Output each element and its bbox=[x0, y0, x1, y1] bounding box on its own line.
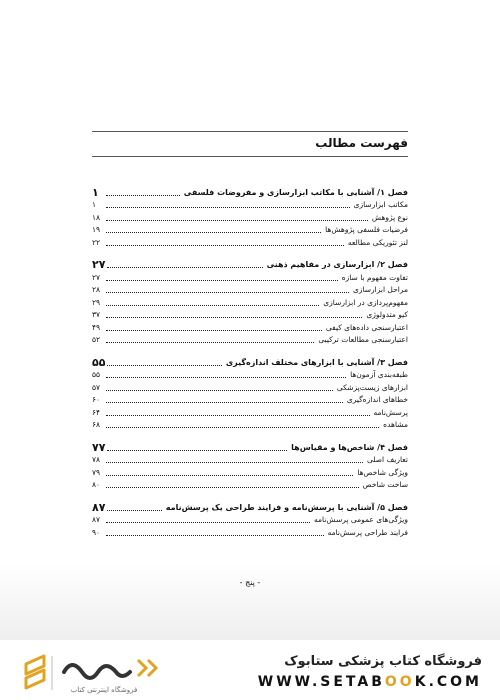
entry-title: ویژگی‌های عمومی پرسش‌نامه bbox=[314, 515, 408, 524]
leader-dots bbox=[106, 402, 343, 403]
toc-entry[interactable] bbox=[92, 334, 408, 347]
toc-entry[interactable] bbox=[92, 514, 408, 527]
toc-entry[interactable] bbox=[92, 321, 408, 334]
chapter-title: فصل ۱/ آشنایی با مکاتب ابزارسازی و مفروضات فلسفی bbox=[183, 187, 408, 197]
leader-dots bbox=[106, 415, 370, 416]
entry-title: تفاوت مفهوم با سازه bbox=[341, 272, 408, 282]
page-number: - پنج - bbox=[239, 578, 261, 587]
chapter-heading[interactable] bbox=[92, 441, 408, 454]
toc-entry[interactable] bbox=[92, 479, 408, 492]
entry-title: ساخت شاخص bbox=[362, 480, 408, 489]
chapter-block bbox=[92, 356, 408, 431]
entry-page: ۶۴ bbox=[92, 407, 101, 417]
store-url bbox=[258, 674, 482, 690]
toc-entry[interactable] bbox=[92, 419, 408, 432]
toc-entry[interactable] bbox=[92, 369, 408, 382]
chapter-block bbox=[92, 259, 408, 347]
entry-page: ۲۷ bbox=[92, 272, 101, 282]
toc-entry[interactable] bbox=[92, 284, 408, 297]
entry-title: اعتبارسنجی مطالعات ترکیبی bbox=[318, 335, 408, 344]
entry-title: کیو متدولوژی bbox=[366, 310, 408, 319]
entry-page: ۱ bbox=[92, 200, 97, 209]
leader-dots bbox=[106, 317, 362, 318]
leader-dots bbox=[106, 232, 321, 233]
entry-page: ۳۷ bbox=[92, 310, 101, 319]
entry-page: ۵۲ bbox=[92, 335, 101, 344]
leader-dots bbox=[106, 195, 180, 196]
entry-page: ۹۰ bbox=[92, 527, 101, 537]
store-url-part-1: WWW.SETAB bbox=[257, 674, 385, 690]
leader-dots bbox=[106, 427, 379, 428]
entry-title: مکاتب ابزارسازی bbox=[353, 200, 408, 209]
entry-page: ۶۰ bbox=[92, 395, 101, 404]
chapter-page: ۷۷ bbox=[92, 440, 106, 454]
toc-title: فهرست مطالب bbox=[315, 136, 408, 150]
entry-page: ۵۷ bbox=[92, 382, 101, 392]
entry-page: ۱۸ bbox=[92, 212, 101, 222]
toc-entry[interactable] bbox=[92, 454, 408, 467]
chapter-title: فصل ۴/ شاخص‌ها و مقیاس‌ها bbox=[291, 442, 408, 452]
entry-page: ۶۸ bbox=[92, 420, 101, 429]
chapter-heading[interactable] bbox=[92, 356, 408, 369]
entry-page: ۷۸ bbox=[92, 455, 101, 464]
entry-page: ۲۹ bbox=[92, 297, 101, 307]
toc-entry[interactable] bbox=[92, 381, 408, 394]
entry-title: لنز تئوریکی مطالعه bbox=[347, 237, 408, 247]
toc-entry[interactable] bbox=[92, 211, 408, 224]
toc-entry[interactable] bbox=[92, 224, 408, 237]
leader-dots bbox=[106, 522, 310, 523]
entry-page: ۵۵ bbox=[92, 370, 101, 379]
entry-page: ۸۷ bbox=[92, 515, 101, 524]
chapter-block bbox=[92, 501, 408, 539]
entry-title: خطاهای اندازه‌گیری bbox=[346, 395, 408, 404]
leader-dots bbox=[106, 535, 324, 536]
leader-dots bbox=[106, 207, 350, 208]
chapter-title: فصل ۳/ آشنایی با ابزارهای مختلف اندازه‌گیری bbox=[225, 357, 408, 367]
title-rule-bottom bbox=[92, 156, 408, 157]
chapter-page: ۸۷ bbox=[92, 500, 106, 514]
table-of-contents bbox=[92, 186, 408, 549]
toc-entry[interactable] bbox=[92, 236, 408, 249]
toc-entry[interactable] bbox=[92, 309, 408, 322]
entry-page: ۲۲ bbox=[92, 237, 101, 247]
entry-title: تعاریف اصلی bbox=[366, 455, 408, 464]
leader-dots bbox=[107, 510, 161, 511]
leader-dots bbox=[107, 267, 262, 268]
entry-title: نوع پژوهش bbox=[371, 212, 408, 222]
toc-entry[interactable] bbox=[92, 199, 408, 212]
leader-dots bbox=[106, 280, 338, 281]
entry-title: ویژگی شاخص‌ها bbox=[357, 467, 408, 477]
toc-entry[interactable] bbox=[92, 296, 408, 309]
leader-dots bbox=[106, 305, 319, 306]
entry-page: ۸۰ bbox=[92, 480, 101, 489]
leader-dots bbox=[106, 330, 322, 331]
chapter-heading[interactable] bbox=[92, 259, 408, 272]
store-url-part-2: OO bbox=[384, 674, 415, 690]
entry-title: مشاهده bbox=[383, 420, 408, 429]
entry-title: ابزارهای زیست‌پزشکی bbox=[336, 382, 408, 392]
leader-dots bbox=[107, 450, 287, 451]
entry-title: فرایند طراحی پرسش‌نامه bbox=[327, 527, 408, 537]
toc-entry[interactable] bbox=[92, 526, 408, 539]
leader-dots bbox=[106, 390, 333, 391]
store-footer bbox=[0, 646, 500, 700]
leader-dots bbox=[106, 475, 353, 476]
leader-dots bbox=[106, 220, 368, 221]
leader-dots bbox=[106, 292, 349, 293]
leader-dots bbox=[106, 487, 359, 488]
title-rule-top bbox=[92, 131, 408, 132]
leader-dots bbox=[107, 365, 221, 366]
chapter-heading[interactable] bbox=[92, 186, 408, 199]
chapter-block bbox=[92, 186, 408, 249]
entry-title: مفهوم‌پردازی در ابزارسازی bbox=[323, 297, 408, 307]
toc-entry[interactable] bbox=[92, 406, 408, 419]
logo-subtext: فروشگاه اینترنتی کتاب bbox=[70, 686, 138, 694]
entry-page: ۱۹ bbox=[92, 225, 101, 234]
store-url-part-3: K.COM bbox=[414, 674, 482, 690]
entry-title: طبقه‌بندی آزمون‌ها bbox=[350, 370, 408, 379]
setabook-logo bbox=[20, 650, 170, 696]
toc-entry[interactable] bbox=[92, 394, 408, 407]
entry-page: ۲۸ bbox=[92, 285, 101, 294]
toc-entry[interactable] bbox=[92, 271, 408, 284]
chapter-page: ۱ bbox=[92, 185, 99, 199]
store-name: فروشگاه کتاب پزشکی ستابوک bbox=[284, 654, 482, 669]
chapter-title: فصل ۲/ ابزارسازی در مفاهیم ذهنی bbox=[266, 260, 408, 269]
entry-page: ۷۹ bbox=[92, 467, 101, 477]
toc-entry[interactable] bbox=[92, 466, 408, 479]
entry-title: فرضیات فلسفی پژوهش‌ها bbox=[325, 225, 408, 234]
chapter-heading[interactable] bbox=[92, 501, 408, 514]
entry-title: مراحل ابزارسازی bbox=[352, 285, 408, 294]
leader-dots bbox=[106, 462, 363, 463]
chapter-block bbox=[92, 441, 408, 491]
leader-dots bbox=[106, 342, 314, 343]
entry-title: پرسش‌نامه bbox=[373, 407, 408, 417]
chapter-page: ۲۷ bbox=[92, 258, 106, 271]
chapter-page: ۵۵ bbox=[92, 355, 106, 369]
entry-page: ۴۹ bbox=[92, 322, 101, 332]
entry-title: اعتبارسنجی داده‌های کیفی bbox=[325, 322, 408, 332]
leader-dots bbox=[106, 245, 344, 246]
chapter-title: فصل ۵/ آشنایی با پرسش‌نامه و فرایند طراحی یک پرسش‌نامه bbox=[165, 502, 408, 512]
leader-dots bbox=[106, 377, 346, 378]
